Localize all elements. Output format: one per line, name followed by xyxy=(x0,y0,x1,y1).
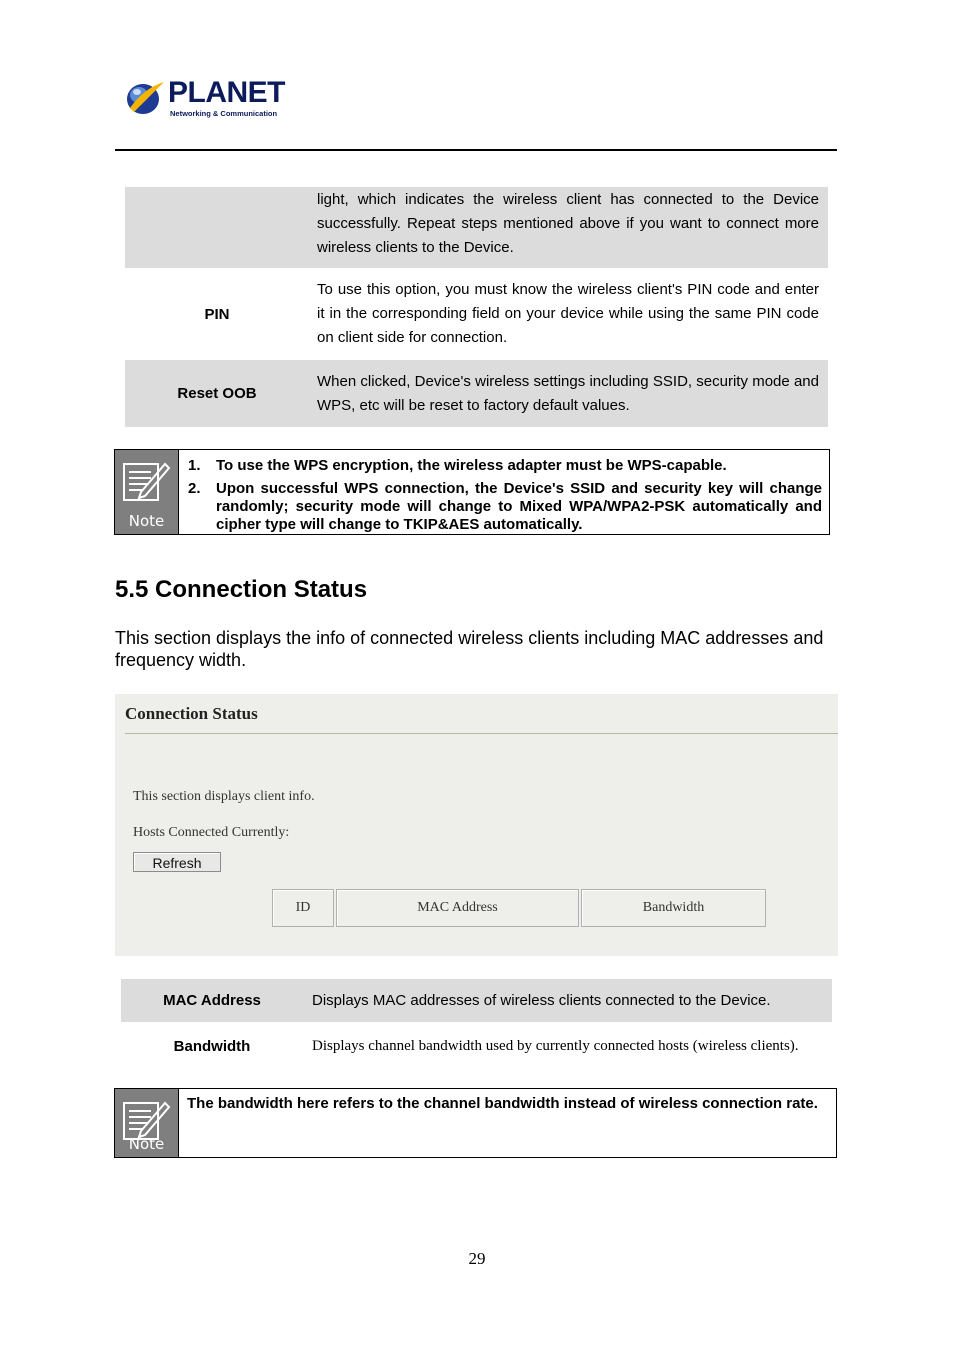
screenshot-info-text: This section displays client info. xyxy=(133,789,315,804)
note-label: Note xyxy=(128,1135,165,1153)
logo-subtitle: Networking & Communication xyxy=(170,109,278,118)
section-intro: This section displays the info of connected wireless clients including MAC addresses and frequency width. xyxy=(115,628,824,670)
hosts-table-header xyxy=(272,889,768,927)
table-row xyxy=(121,979,832,1022)
column-header-id: ID xyxy=(272,889,334,927)
row-value: light, which indicates the wireless client has connected to the Device successfully. Repeat steps mentioned above if you want to connect more wireless clients to the Device. xyxy=(317,191,819,256)
section-heading: 5.5 Connection Status xyxy=(115,576,368,603)
screenshot-title: Connection Status xyxy=(125,704,258,723)
field-description-table xyxy=(121,979,832,1070)
note-box xyxy=(114,449,830,535)
planet-globe-icon xyxy=(124,78,166,118)
header-divider xyxy=(115,149,837,151)
table-row xyxy=(125,268,828,360)
page-number: 29 xyxy=(468,1249,486,1268)
row-key xyxy=(125,187,309,268)
note-list xyxy=(188,457,822,534)
note-label: Note xyxy=(128,512,165,530)
note-icon-panel xyxy=(115,1089,179,1157)
note-text: The bandwidth here refers to the channel bandwidth instead of wireless connection rate. xyxy=(187,1095,818,1112)
column-header-mac: MAC Address xyxy=(336,889,579,927)
table-row xyxy=(121,1022,832,1070)
screenshot-divider xyxy=(125,733,838,734)
row-value: To use this option, you must know the wireless client's PIN code and enter it in the corresponding field on your device while using the same PIN code on client side for connection. xyxy=(317,281,819,346)
list-item: 1. To use the WPS encryption, the wireless adapter must be WPS-capable. xyxy=(188,457,727,474)
wps-description-table xyxy=(125,187,828,427)
note-box xyxy=(114,1088,837,1158)
connection-status-screenshot xyxy=(115,694,838,956)
refresh-button[interactable]: Refresh xyxy=(133,852,221,872)
hosts-connected-label: Hosts Connected Currently: xyxy=(133,825,290,840)
column-header-bandwidth: Bandwidth xyxy=(581,889,766,927)
list-item: 2. Upon successful WPS connection, the Device's SSID and security key will change randomly; security mode will change to Mixed WPA/WPA2-PSK automatically and cipher type will change to TKIP&AES automatically. xyxy=(188,480,822,533)
row-key: Reset OOB xyxy=(177,385,257,402)
note-pen-icon xyxy=(121,458,171,504)
planet-logo xyxy=(124,76,284,122)
row-value: Displays channel bandwidth used by currently connected hosts (wireless clients). xyxy=(312,1037,799,1054)
row-key: MAC Address xyxy=(163,992,261,1009)
row-key: PIN xyxy=(204,305,230,323)
table-row xyxy=(125,360,828,427)
logo-wordmark: PLANET xyxy=(168,76,285,109)
row-value: Displays MAC addresses of wireless clients connected to the Device. xyxy=(312,992,771,1009)
row-value: When clicked, Device's wireless settings including SSID, security mode and WPS, etc will be reset to factory default values. xyxy=(317,372,819,414)
table-row xyxy=(125,187,828,268)
row-key: Bandwidth xyxy=(173,1037,251,1055)
note-icon-panel xyxy=(115,450,179,534)
